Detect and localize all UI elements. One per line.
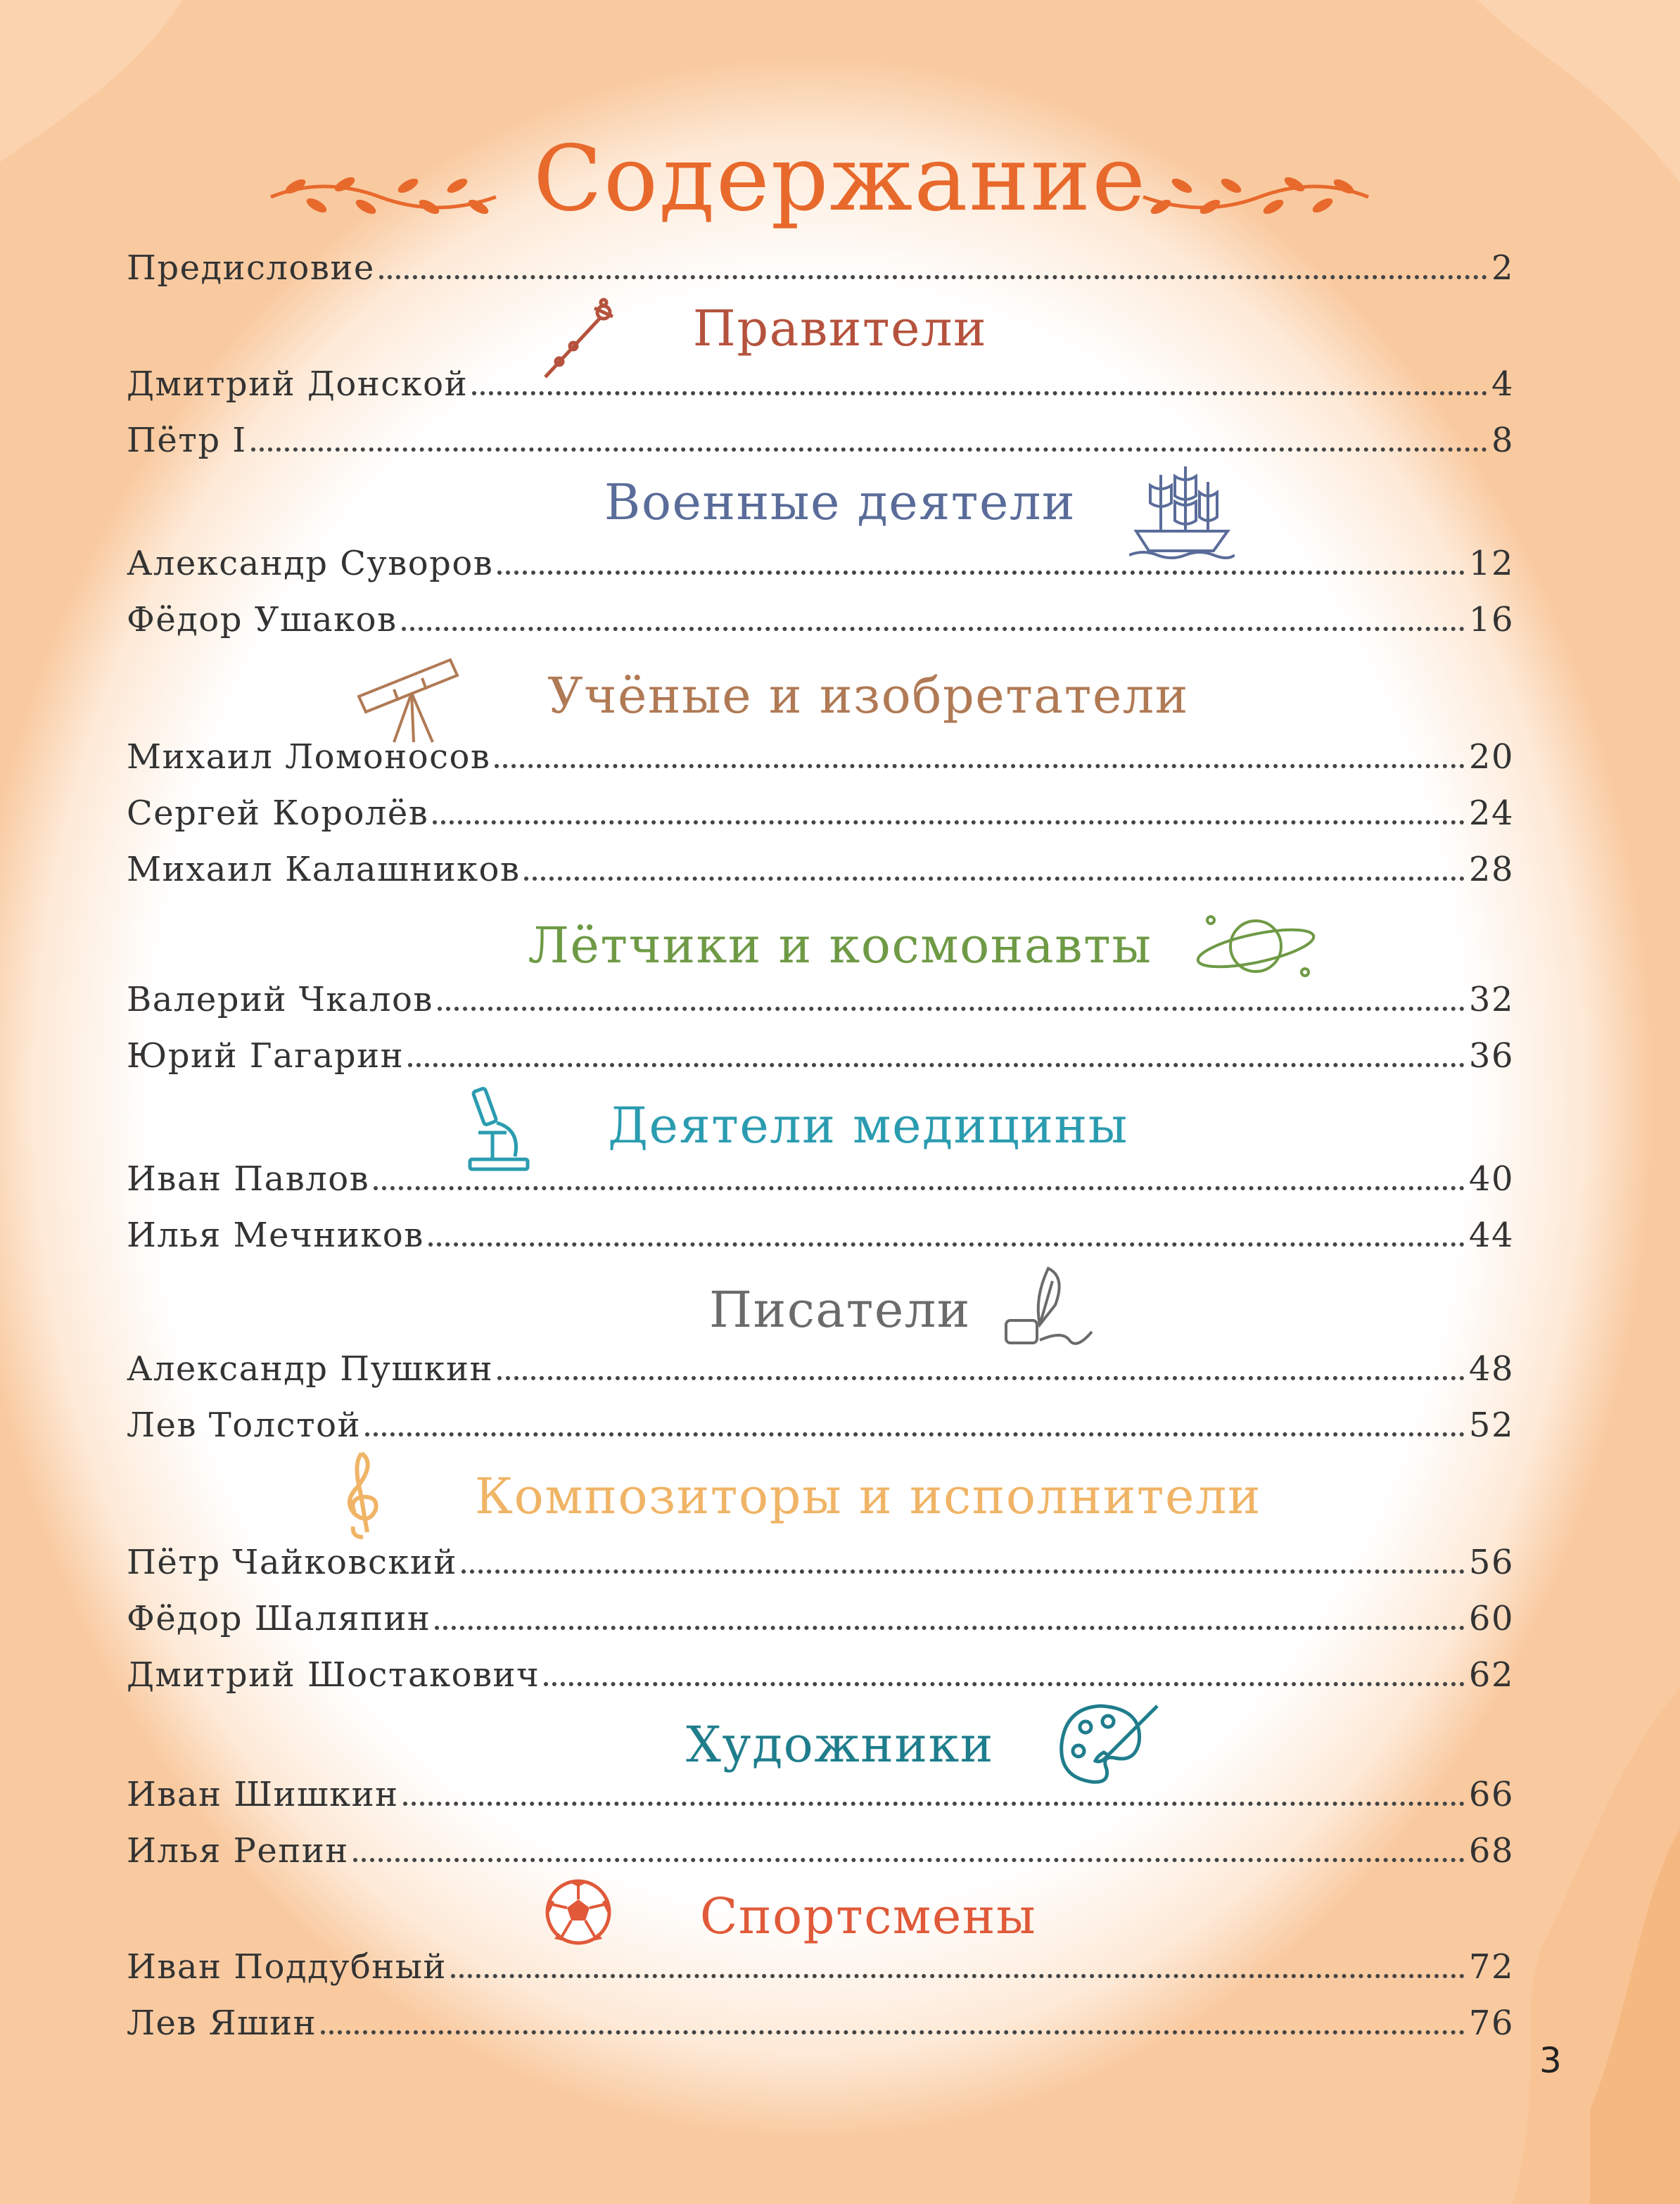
section-title: Учёные и изобретатели <box>547 667 1189 725</box>
toc-entry[interactable] <box>127 1031 1514 1076</box>
entry-name: Сергей Королёв <box>127 794 429 833</box>
leader-dots <box>365 1432 1465 1437</box>
section-heading-writers <box>0 1280 1680 1339</box>
section-heading-rulers <box>0 299 1680 358</box>
entry-page: 32 <box>1468 980 1514 1019</box>
leader-dots <box>435 1626 1465 1630</box>
leader-dots <box>408 1063 1465 1067</box>
leader-dots <box>544 1682 1465 1686</box>
entry-name: Александр Пушкин <box>127 1349 493 1389</box>
entry-name: Иван Шишкин <box>127 1775 399 1814</box>
entry-page: 24 <box>1468 794 1514 833</box>
entry-name: Михаил Ломоносов <box>127 737 491 777</box>
entry-name: Пётр I <box>127 421 247 460</box>
section-title: Правители <box>692 300 988 357</box>
leader-dots <box>451 1974 1465 1978</box>
entry-page: 44 <box>1468 1216 1514 1255</box>
section-title: Композиторы и исполнители <box>474 1467 1262 1525</box>
entry-page: 36 <box>1468 1036 1514 1076</box>
entry-page: 76 <box>1468 2004 1514 2043</box>
section-heading-medicine <box>0 1096 1680 1155</box>
section-heading-composers <box>0 1467 1680 1526</box>
entry-name: Предисловие <box>127 248 375 288</box>
entry-name: Иван Поддубный <box>127 1947 447 1987</box>
toc-entry[interactable] <box>127 974 1514 1019</box>
entry-page: 60 <box>1468 1599 1514 1638</box>
leader-dots <box>428 1242 1465 1247</box>
entry-page: 66 <box>1468 1775 1514 1814</box>
entry-name: Фёдор Шаляпин <box>127 1599 431 1638</box>
section-heading-pilots <box>0 916 1680 975</box>
toc-entry[interactable] <box>127 1344 1514 1389</box>
entry-name: Дмитрий Шостакович <box>127 1655 540 1695</box>
leader-dots <box>402 627 1465 631</box>
entry-name: Дмитрий Донской <box>127 364 469 404</box>
entry-page: 4 <box>1491 364 1514 404</box>
toc-entry[interactable] <box>127 415 1514 460</box>
toc-entry[interactable] <box>127 1650 1514 1695</box>
right-vine-ornament <box>1140 169 1372 218</box>
leader-dots <box>403 1802 1465 1806</box>
entry-page: 48 <box>1468 1349 1514 1389</box>
entry-page: 72 <box>1468 1947 1514 1987</box>
leader-dots <box>353 1858 1465 1862</box>
section-title: Писатели <box>709 1281 971 1339</box>
section-heading-military <box>0 473 1680 532</box>
planet-icon <box>1192 907 1319 985</box>
leader-dots <box>433 820 1465 824</box>
leader-dots <box>495 764 1464 768</box>
toc-entry[interactable] <box>127 594 1514 639</box>
leader-dots <box>497 1376 1465 1380</box>
section-title: Художники <box>686 1716 994 1773</box>
leader-dots <box>321 2030 1465 2034</box>
leader-dots <box>472 391 1487 395</box>
entry-name: Иван Павлов <box>127 1159 370 1199</box>
section-title: Военные деятели <box>604 473 1076 531</box>
toc-entry[interactable] <box>127 1769 1514 1814</box>
leader-dots <box>524 877 1464 881</box>
entry-page: 12 <box>1468 544 1514 583</box>
entry-page: 56 <box>1468 1543 1514 1582</box>
leader-dots <box>251 447 1487 452</box>
soccer-ball-icon <box>543 1877 613 1947</box>
entry-name: Юрий Гагарин <box>127 1036 405 1076</box>
section-title: Лётчики и космонавты <box>528 917 1152 974</box>
toc-entry-preface[interactable] <box>127 243 1514 288</box>
section-title: Спортсмены <box>699 1887 1037 1945</box>
entry-page: 68 <box>1468 1831 1514 1871</box>
toc-entry[interactable] <box>127 1826 1514 1871</box>
entry-page: 52 <box>1468 1406 1514 1445</box>
leader-dots <box>374 1186 1465 1190</box>
leader-dots <box>379 275 1487 279</box>
entry-page: 2 <box>1491 248 1514 288</box>
toc-entry[interactable] <box>127 788 1514 833</box>
section-heading-artists <box>0 1715 1680 1774</box>
entry-page: 8 <box>1491 421 1514 460</box>
entry-page: 20 <box>1468 737 1514 777</box>
toc-entry[interactable] <box>127 1210 1514 1255</box>
toc-entry[interactable] <box>127 538 1514 583</box>
page-number: 3 <box>1539 2040 1562 2081</box>
toc-entry[interactable] <box>127 1400 1514 1445</box>
section-title: Деятели медицины <box>608 1097 1128 1154</box>
toc-entry[interactable] <box>127 359 1514 404</box>
entry-name: Лев Яшин <box>127 2004 317 2043</box>
entry-page: 40 <box>1468 1159 1514 1199</box>
toc-entry[interactable] <box>127 1154 1514 1199</box>
leader-dots <box>462 1569 1465 1574</box>
toc-entry[interactable] <box>127 732 1514 777</box>
quill-inkwell-icon <box>999 1263 1097 1351</box>
entry-name: Илья Мечников <box>127 1216 424 1255</box>
page-title: Содержание <box>533 127 1147 231</box>
entry-page: 62 <box>1468 1655 1514 1695</box>
toc-entry[interactable] <box>127 1593 1514 1638</box>
entry-name: Александр Суворов <box>127 544 494 583</box>
entry-name: Илья Репин <box>127 1831 349 1871</box>
entry-page: 28 <box>1468 850 1514 889</box>
section-heading-scientists <box>0 666 1680 725</box>
entry-name: Пётр Чайковский <box>127 1543 457 1582</box>
toc-entry[interactable] <box>127 1942 1514 1987</box>
toc-entry[interactable] <box>127 844 1514 889</box>
section-heading-sports <box>0 1887 1680 1946</box>
entry-name: Фёдор Ушаков <box>127 600 397 639</box>
entry-page: 16 <box>1468 600 1514 639</box>
toc-entry[interactable] <box>127 1998 1514 2043</box>
toc-entry[interactable] <box>127 1537 1514 1582</box>
entry-name: Валерий Чкалов <box>127 980 433 1019</box>
telescope-icon <box>352 647 471 746</box>
entry-name: Михаил Калашников <box>127 850 521 889</box>
leader-dots <box>438 1007 1465 1011</box>
entry-name: Лев Толстой <box>127 1406 361 1445</box>
treble-clef-icon <box>336 1449 386 1541</box>
leader-dots <box>497 571 1465 575</box>
